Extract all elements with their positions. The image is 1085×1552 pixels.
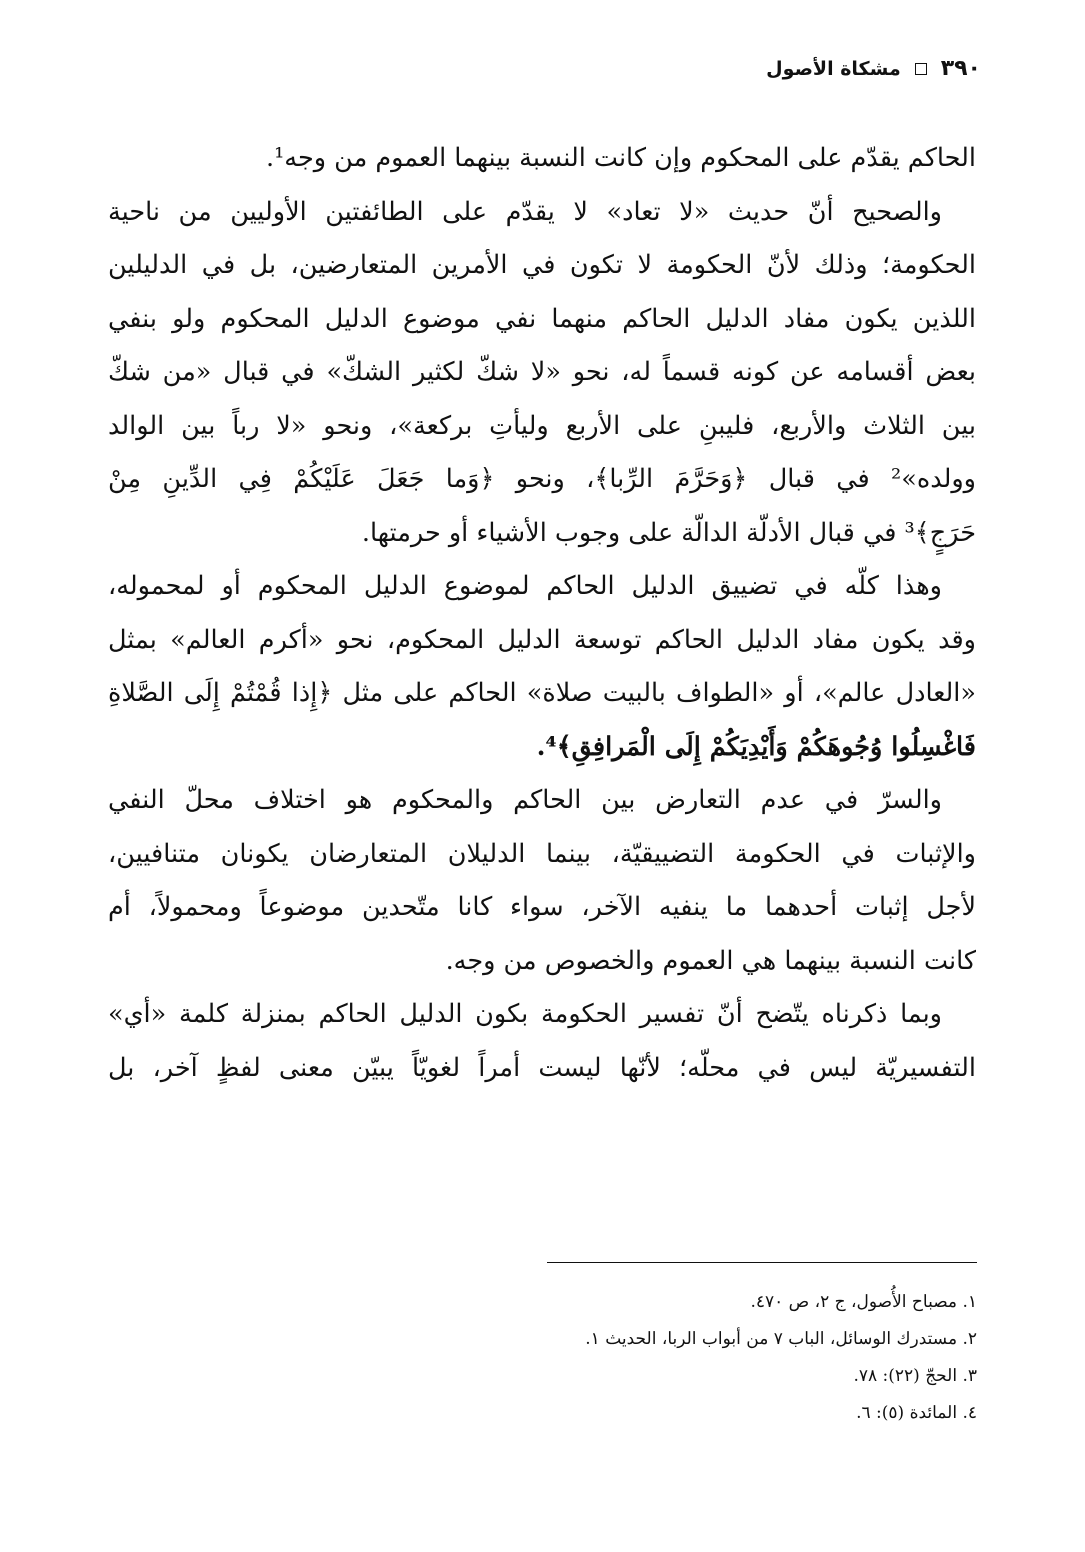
text-line: وقد يكون مفاد الدليل الحاكم توسعة الدليل المحكوم، نحو «أكرم العالم» بمثل	[108, 624, 976, 655]
text-line: التفسيريّة ليس في محلّه؛ لأنّها ليست أمراً لغويّاً يبيّن معنى لفظٍ آخر، بل	[108, 1052, 976, 1083]
square-separator-icon	[915, 63, 927, 75]
text-line: اللذين يكون مفاد الدليل الحاكم منهما نفي موضوع الدليل المحكوم ولو بنفي	[108, 303, 976, 334]
text-line: فَاغْسِلُوا وُجُوهَكُمْ وَأَيْدِيَكُمْ إِلَى الْمَرافِقِ﴾⁴.	[536, 731, 976, 762]
text-line: والسرّ في عدم التعارض بين الحاكم والمحكوم هو اختلاف محلّ النفي	[108, 785, 942, 815]
text-line: «العادل عالم»، أو «الطواف بالبيت صلاة» الحاكم على مثل ﴿إِذا قُمْتُمْ إِلَى الصَّلاةِ	[108, 678, 976, 708]
text-line: والإثبات في الحكومة التضييقيّة، بينما الدليلان المتعارضان يكونان متنافيين،	[108, 838, 976, 869]
text-line: بعض أقسامه عن كونه قسماً له، نحو «لا شكّ لكثير الشكّ» في قبال «من شكّ	[108, 357, 976, 387]
footnote: ٤. المائدة (٥): ٦.	[856, 1403, 977, 1423]
text-line: والصحيح أنّ حديث «لا تعاد» لا يقدّم على الطائفتين الأوليين من ناحية	[108, 196, 942, 227]
text-line: كانت النسبة بينهما هي العموم والخصوص من وجه.	[445, 945, 976, 976]
text-line: وهذا كلّه في تضييق الدليل الحاكم لموضوع الدليل المحكوم أو لمحموله،	[108, 571, 942, 601]
page-header	[766, 56, 981, 81]
footnote: ٣. الحجّ (٢٢): ٧٨.	[853, 1366, 977, 1386]
page-number: ٣٩٠	[940, 56, 981, 81]
text-line: لأجل إثبات أحدهما ما ينفيه الآخر، سواء كانا متّحدين موضوعاً ومحمولاً، أم	[108, 892, 976, 922]
text-line: وبما ذكرناه يتّضح أنّ تفسير الحكومة بكون الدليل الحاكم بمنزلة كلمة «أي»	[108, 999, 942, 1029]
text-line: الحاكم يقدّم على المحكوم وإن كانت النسبة بينهما العموم من وجه¹.	[265, 143, 976, 173]
footnote: ١. مصباح الأُصول، ج ٢، ص ٤٧٠.	[750, 1292, 977, 1312]
text-line: وولده»² في قبال ﴿وَحَرَّمَ الرِّبا﴾، ونحو ﴿وَما جَعَلَ عَلَيْكُمْ فِي الدِّينِ مِنْ	[108, 464, 976, 494]
book-title: مشكاة الأصول	[766, 57, 901, 80]
footnote: ٢. مستدرك الوسائل، الباب ٧ من أبواب الربا، الحديث ١.	[585, 1329, 977, 1349]
footnote-divider	[547, 1262, 977, 1263]
text-line: الحكومة؛ وذلك لأنّ الحكومة لا تكون في الأمرين المتعارضين، بل في الدليلين	[108, 250, 976, 280]
body-text	[108, 132, 976, 1095]
text-line: بين الثلاث والأربع، فليبنِ على الأربع وليأتِ بركعة»، ونحو «لا رباً بين الوالد	[108, 410, 976, 441]
footnotes	[109, 1284, 977, 1432]
text-line: حَرَجٍ﴾³ في قبال الأدلّة الدالّة على وجوب الأشياء أو حرمتها.	[361, 517, 976, 548]
